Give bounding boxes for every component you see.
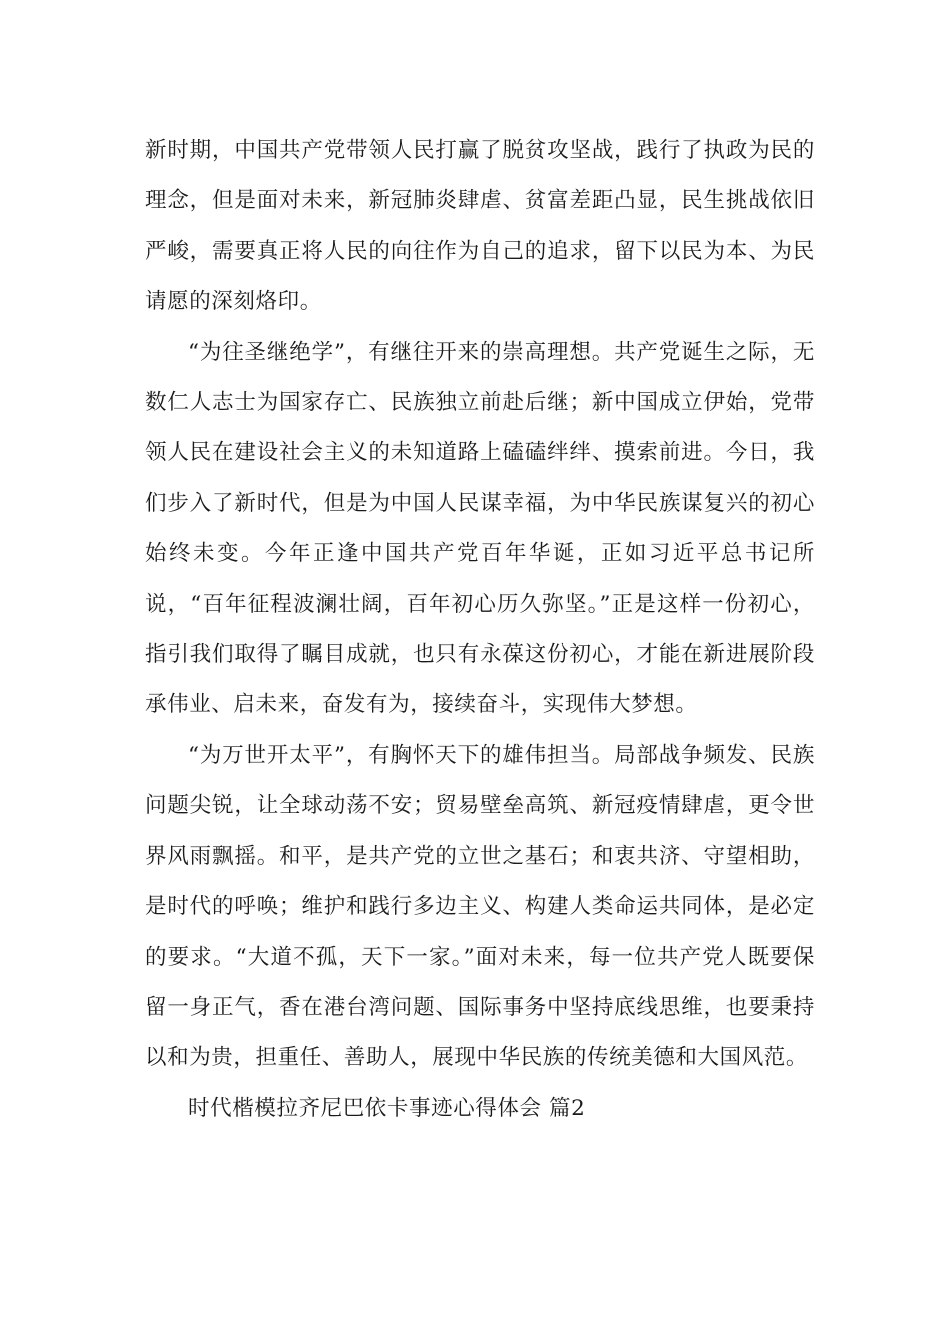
paragraph-world-peace: “为万世开太平”，有胸怀天下的雄伟担当。局部战争频发、民族问题尖锐，让全球动荡不安；贸易壁垒高筑、新冠疫情肆虐，更令世界风雨飘摇。和平，是共产党的立世之基石；和衷共济、守望相助，是时代的呼唤；维护和践行多边主义、构建人类命运共同体，是必定的要求。“大道不孤，天下一家。”面对未来，每一位共产党人既要保留一身正气，香在港台湾问题、国际事务中坚持底线思维，也要秉持以和为贵，担重任、善助人，展现中华民族的传统美德和大国风范。 [145,742,815,1071]
paragraph-continued: 新时期，中国共产党带领人民打赢了脱贫攻坚战，践行了执政为民的理念，但是面对未来，新冠肺炎肆虐、贫富差距凸显，民生挑战依旧严峻，需要真正将人民的向往作为自己的追求，留下以民为本、为民请愿的深刻烙印。 [145,138,815,315]
document-body [145,126,815,1134]
section-heading: 时代楷模拉齐尼巴依卡事迹心得体会 篇2 [188,1095,586,1121]
paragraph-inherit-tradition: “为往圣继绝学”，有继往开来的崇高理想。共产党诞生之际，无数仁人志士为国家存亡、民族独立前赴后继；新中国成立伊始，党带领人民在建设社会主义的未知道路上磕磕绊绊、摸索前进。今日，我们步入了新时代，但是为中国人民谋幸福，为中华民族谋复兴的初心始终未变。今年正逢中国共产党百年华诞，正如习近平总书记所说，“百年征程波澜壮阔，百年初心历久弥坚。”正是这样一份初心，指引我们取得了瞩目成就，也只有永葆这份初心，才能在新进展阶段承伟业、启未来，奋发有为，接续奋斗，实现伟大梦想。 [145,339,815,718]
